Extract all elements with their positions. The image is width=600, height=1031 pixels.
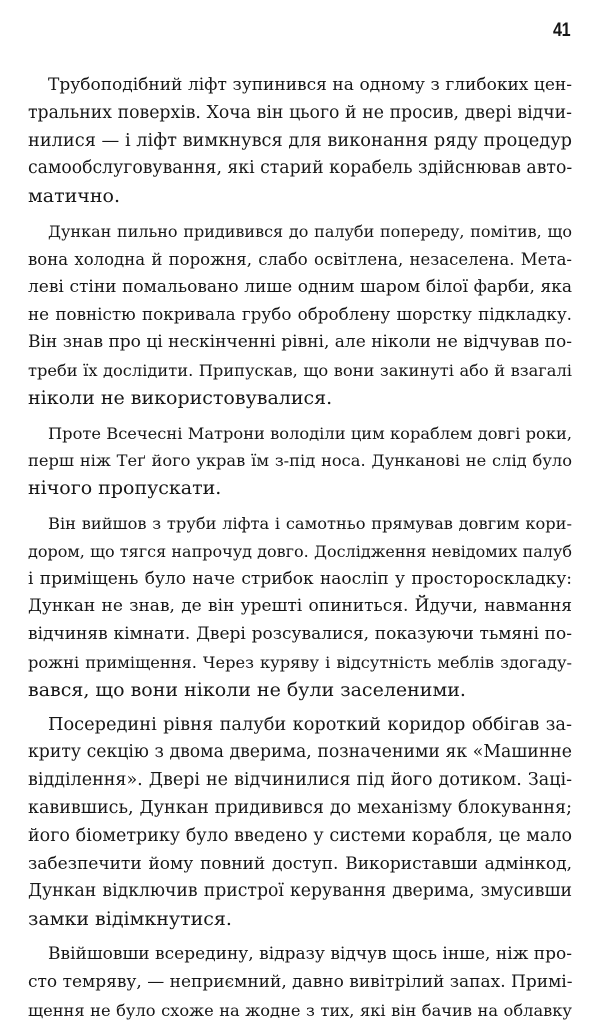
text-line: щення не було схоже на жодне з тих, які він бачив на облавку <box>28 1000 572 1020</box>
text-line: леві стіни помальовано лише одним шаром білої фарби, яка <box>28 276 572 297</box>
paragraph <box>28 72 572 211</box>
paragraph <box>28 712 572 934</box>
text-line: вався, що вони ніколи не були заселеними. <box>28 678 466 701</box>
text-line: Посередині рівня палуби короткий коридор оббігав за- <box>48 714 572 735</box>
text-line: Трубоподібний ліфт зупинився на одному з глибоких цен- <box>48 75 572 95</box>
text-line: перш ніж Теґ його украв їм з-під носа. Дунканові не слід було <box>28 451 572 471</box>
text-line: забезпечити йому повний доступ. Використавши адмінкод, <box>28 853 572 874</box>
text-line: відділення». Двері не відчинилися під його дотиком. Заці- <box>28 770 572 791</box>
text-line: самообслуговування, які старий корабель здійснював авто- <box>28 158 573 179</box>
text-line: Дункан не знав, де він урешті опиниться. Йдучи, навмання <box>28 596 572 617</box>
text-line: криту секцію з двома дверима, позначеними як «Машинне <box>28 742 572 763</box>
page-number: 41 <box>552 20 570 41</box>
text-line: Дункан відключив пристрої керування дверима, змусивши <box>28 881 572 902</box>
text-line: сто темряву, — неприємний, давно вивітрілий запах. Примі- <box>28 971 573 992</box>
text-line: замки відімкнутися. <box>28 908 232 931</box>
paragraph <box>28 510 572 705</box>
text-line: Проте Всечесні Матрони володіли цим кораблем довгі роки, <box>48 423 572 443</box>
text-line: нічого пропускати. <box>28 477 222 500</box>
text-line: і приміщень було наче стрибок наосліп у простороскладку: <box>28 568 572 589</box>
text-line: його біометрику було введено у системи корабля, це мало <box>28 825 572 846</box>
text-line: Дункан пильно придивився до палуби попереду, помітив, що <box>48 221 572 241</box>
text-line: матично. <box>28 185 120 208</box>
text-line: вона холодна й порожня, слабо освітлена, незаселена. Мета- <box>28 249 572 269</box>
text-line: Він знав про ці нескінченні рівні, але ніколи не відчував по- <box>28 332 572 353</box>
text-line: Ввійшовши всередину, відразу відчув щось інше, ніж про- <box>48 943 572 964</box>
text-line: відчиняв кімнати. Двері розсувалися, показуючи тьмяні по- <box>28 624 572 645</box>
paragraph <box>28 941 572 1024</box>
text-line: Він вийшов з труби ліфта і самотньо прямував довгим кори- <box>48 513 572 533</box>
text-line: не повністю покривала грубо оброблену шорстку підкладку. <box>28 304 572 325</box>
paragraph <box>28 420 572 503</box>
text-line: ніколи не використовувалися. <box>28 386 333 409</box>
text-line: нилися — і ліфт вимкнувся для виконання ряду процедур <box>28 130 573 151</box>
paragraph <box>28 218 572 413</box>
text-line: кавившись, Дункан придивився до механізму блокування; <box>28 797 572 818</box>
text-line: тральних поверхів. Хоча він цього й не просив, двері відчи- <box>28 102 572 123</box>
text-line: дором, що тягся напрочуд довго. Дослідження невідомих палуб <box>28 541 572 561</box>
text-line: треби їх дослідити. Припускав, що вони закинуті або й взагалі <box>28 360 572 380</box>
text-body <box>28 72 572 1031</box>
text-line: рожні приміщення. Через куряву і відсутність меблів здогаду- <box>28 652 572 672</box>
